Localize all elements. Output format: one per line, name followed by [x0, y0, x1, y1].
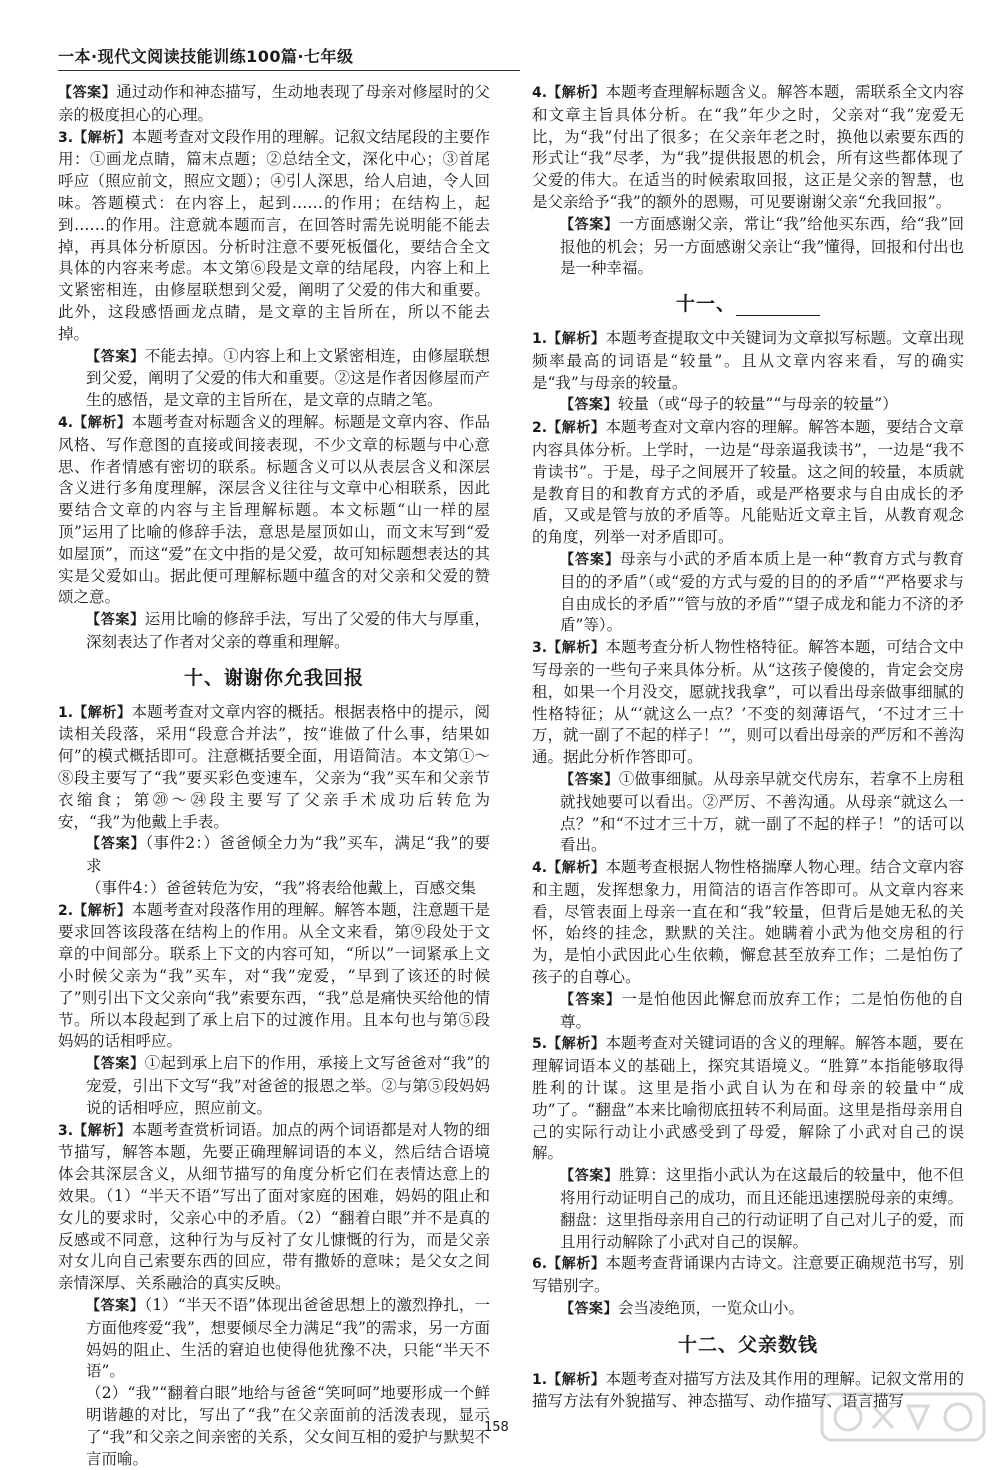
answer-tag: 【答案】 [560, 397, 618, 414]
question-4-answer [58, 609, 490, 654]
analysis-tag: 【解析】 [73, 129, 132, 146]
analysis-text: 本题考查分析人物性格特征。解答本题，可结合文中写母亲的一些句子来具体分析。从“这孩子傻傻的，肯定会交房租，如果一个月没交，愿就找我拿”，可以看出母亲做事细腻的性格特征；从“‘就这么一点？’不变的刻薄语气，‘不过才三十万，就一副了不起的样子！’”，则可以看出母亲的严厉和不善沟通。据此分析作答即可。 [532, 638, 964, 767]
analysis-text: 本题考查对段落作用的理解。解答本题，注意题干是要求回答该段落在结构上的作用。从全文来看，第⑨段处于文章的中间部分。联系上下文的内容可知，“所以”一词紧承上文小时候父亲为“我”买车，对“我”宠爱，“早到了该还的时候了”则引出下文父亲向“我”索要东西，“我”总是痛快买给他的情节。所以本段起到了承上启下的过渡作用。且本句也与第⑤段妈妈的话相呼应。 [58, 900, 490, 1051]
s11-question-5-analysis [532, 1033, 964, 1165]
page-number: 158 [484, 1420, 509, 1435]
question-number: 3. [58, 129, 74, 146]
question-3-answer [58, 346, 490, 412]
question-number: 2. [532, 420, 548, 437]
analysis-text: 本题考查提取文中关键词为文章拟写标题。文章出现频率最高的词语是“较量”。且从文章内容来看，写的确实是“我”与母亲的较量。 [532, 328, 964, 392]
answer-tag: 【答案】 [560, 551, 621, 568]
analysis-text: 本题考查对文章内容的概括。根据表格中的提示，阅读相关段落，采用“段意合并法”，按“谁做了什么事，结果如何”的模式概括即可。注意概括要全面，用语简洁。本文第①～⑧段主要写了“我”要买彩色变速车，父亲为“我”买车和父亲节衣缩食；第⑳～㉔段主要写了父亲手术成功后转危为安，“我”为他戴上手表。 [58, 702, 490, 831]
answer-tag: 【答案】 [560, 1168, 619, 1185]
analysis-text: 本题考查背诵课内古诗文。注意要正确规范书写，别写错别字。 [532, 1254, 964, 1296]
analysis-text: 本题考查对标题含义的理解。标题是文章内容、作品风格、写作意图的直接或间接表现，不少文章的标题与中心意思、作者情感有密切的联系。标题含义可以从表层含义和深层含义进行多角度理解，深层含义往往与文章中心相联系，因此要结合文章的内容与主旨理解标题。本文标题“山一样的屋顶”运用了比喻的修辞手法，意思是屋顶如山，而文末写到“爱如屋顶”，而这“爱”在文中指的是父爱，故可知标题想表达的其实是父爱如山。据此便可理解标题中蕴含的对父亲和父爱的赞颂之意。 [58, 412, 490, 607]
s11-question-4-analysis [532, 857, 964, 989]
analysis-tag: 【解析】 [547, 85, 606, 101]
s10-question-2-analysis [58, 900, 490, 1054]
answer-text: 运用比喻的修辞手法，写出了父爱的伟大与厚重，深刻表达了作者对父亲的尊重和理解。 [86, 610, 491, 651]
question-number: 1. [58, 704, 74, 721]
answer-text: （1）“半天不语”体现出爸爸思想上的激烈挣扎，一方面他疼爱“我”，想要倾尽全力满足“我”的需求，另一方面妈妈的阻止、生活的窘迫也使得他犹豫不决，只能“半天不语”。 [86, 1296, 490, 1381]
analysis-tag: 【解析】 [547, 1371, 606, 1388]
answer-tag: 【答案】 [560, 216, 619, 233]
answer-tag: 【答案】 [560, 1301, 618, 1318]
analysis-tag: 【解析】 [73, 414, 132, 431]
section-title-11 [532, 294, 964, 316]
analysis-text: 本题考查理解标题含义。解答本题，需联系全文内容和文章主旨具体分析。在“我”年少之时，父亲对“我”宠爱无比，为“我”付出了很多；在父亲年老之时，换他以索要东西的形式让“我”尽孝，为“我”提供报恩的机会，所有这些都体现了父爱的伟大。在适当的时候索取回报，这正是父亲的智慧，也是父亲给予“我”的额外的恩赐，可见要谢谢父亲“允我回报”。 [532, 83, 964, 211]
s11-question-4-answer [532, 989, 964, 1034]
s10-question-2-answer [58, 1053, 490, 1119]
answer-text: 通过动作和神态描写，生动地表现了母亲对修屋时的父亲的极度担心的心理。 [58, 83, 490, 124]
answer-continuation: （事件4：）爸爸转危为安，“我”将表给他戴上，百感交集 [86, 878, 476, 897]
left-column [58, 82, 490, 1470]
question-number: 2. [58, 902, 74, 919]
s11-question-1-answer [532, 394, 964, 417]
s10-question-1-analysis [58, 702, 490, 834]
answer-text: 一是怕他因此懈怠而放弃工作；二是怕伤他的自尊。 [560, 989, 964, 1031]
analysis-tag: 【解析】 [547, 640, 606, 657]
answer-tag: 【答案】 [86, 348, 145, 365]
answer-text: 一方面感谢父亲，常让“我”给他买东西，给“我”回报他的机会；另一方面感谢父亲让“我”懂得，回报和付出也是一种幸福。 [560, 214, 964, 278]
s11-question-2-answer [532, 549, 964, 637]
answer-continuation: （2）“我”“翻着白眼”地给与爸爸“笑呵呵”地要形成一个鲜明谐趣的对比，写出了“我”在父亲面前的活泼表现，显示了“我”和父亲之间亲密的关系，父女间互相的爱护与默契不言而喻。 [86, 1384, 490, 1468]
s10-question-3-analysis [58, 1120, 490, 1295]
answer-tag: 【答案】 [86, 836, 146, 853]
analysis-tag: 【解析】 [73, 1122, 132, 1139]
answer-tag: 【答案】 [560, 991, 622, 1008]
s11-question-2-analysis [532, 417, 964, 549]
analysis-tag: 【解析】 [547, 860, 606, 877]
analysis-text: 本题考查对文章内容的理解。解答本题，要结合文章内容具体分析。上学时，一边是“母亲逼我读书”，一边是“我不肯读书”。于是，母子之间展开了较量。这之间的较量，本质就是教育目的和教育方式的矛盾，或是严格要求与自由成长的矛盾，又或是管与放的矛盾等。凡能贴近文章主旨，从教育观念的角度，列举一对矛盾即可。 [532, 418, 964, 547]
answer-tag: 【答案】 [58, 85, 117, 101]
section-title-10: 十、谢谢你允我回报 [183, 666, 364, 689]
s10-question-3-answer [58, 1295, 490, 1383]
analysis-tag: 【解析】 [547, 1036, 606, 1053]
answer-text: 胜算：这里指小武认为在这最后的较量中，他不但将用行动证明自己的成功，而且还能迅速摆脱母亲的束缚。 [560, 1166, 965, 1208]
question-number: 4. [58, 414, 74, 431]
answer-tag: 【答案】 [86, 612, 145, 629]
s11-question-3-answer [532, 769, 964, 857]
s11-question-1-analysis [532, 328, 964, 394]
analysis-tag: 【解析】 [73, 704, 132, 721]
answer-text: ①做事细腻。从母亲早就交代房东，若拿不上房租就找她要可以看出。②严厉、不善沟通。从母亲“就这么一点？”和“不过才三十万，就一副了不起的样子！”的话可以看出。 [560, 769, 965, 855]
answer-text: 母亲与小武的矛盾本质上是一种“教育方式与教育目的的矛盾”（或“爱的方式与爱的目的的矛盾”“严格要求与自由成长的矛盾”“管与放的矛盾”“望子成龙和能力不济的矛盾”等）。 [560, 549, 964, 635]
question-number: 3. [532, 640, 548, 657]
s11-question-3-analysis [532, 637, 964, 769]
question-number: 6. [532, 1256, 548, 1273]
analysis-text: 本题考查对关键词语的含义的理解。解答本题，要在理解词语本义的基础上，探究其语境义。“胜算”本指能够取得胜利的计谋。这里是指小武自认为在和母亲的较量中“成功”了。“翻盘”本来比喻彻底扭转不利局面。这里是指母亲用自己的实际行动让小武感受到了母爱，解除了小武对自己的误解。 [532, 1034, 964, 1163]
answer-text: 不能去掉。①内容上和上文紧密相连，由修屋联想到父爱，阐明了父爱的伟大和重要。②这是作者因修屋而产生的感悟，是文章的主旨所在，是文章的点睛之笔。 [86, 346, 491, 410]
question-4-analysis [58, 412, 490, 609]
analysis-tag: 【解析】 [547, 330, 606, 347]
question-number: 3. [58, 1122, 74, 1139]
analysis-text: 本题考查根据人物性格揣摩人物心理。结合文章内容和主题，发挥想象力，用简洁的语言作答即可。从文章内容来看，尽管表面上母亲一直在和“我”较量，但背后是她无私的关怀，始终的挂念，默默的关注。她瞒着小武为他交房租的行为，是怕小武因此心生依赖，懈怠甚至放弃工作；二是怕伤了孩子的自尊心。 [532, 858, 964, 987]
section-title-text: 十一、 [675, 293, 736, 316]
question-number: 1. [532, 330, 548, 347]
watermark-logo [818, 1388, 988, 1446]
analysis-tag: 【解析】 [547, 1256, 606, 1273]
question-4-analysis [532, 82, 964, 214]
answer-continuation: 翻盘：这里指母亲用自己的行动证明了自己对儿子的爱，而且用行动解除了小武对自己的误解。 [560, 1210, 964, 1251]
analysis-text: 本题考查对文段作用的理解。记叙文结尾段的主要作用：①画龙点睛，篇末点题；②总结全文，深化中心；③首尾呼应（照应前文，照应文题）；④引人深思，给人启迪，令人回味。答题模式：在内容上，起到……的作用；在结构上，起到……的作用。注意就本题而言，在回答时需先说明能不能去掉，再具体分析原因。分析时注意不要死板僵化，要结合全文具体的内容来考虑。本文第⑥段是文章的结尾段，内容上和上文紧密相连，由修屋联想到父爱，阐明了父爱的伟大和重要。此外，这段感悟画龙点睛，是文章的主旨所在，所以不能去掉。 [58, 127, 490, 343]
question-number: 4. [532, 860, 548, 877]
s11-question-6-analysis [532, 1253, 964, 1298]
running-header: 一本·现代文阅读技能训练100篇·七年级 [58, 47, 354, 66]
section-title-12: 十二、父亲数钱 [677, 1333, 818, 1356]
s11-question-6-answer [532, 1298, 964, 1321]
question-number: 1. [532, 1371, 548, 1388]
right-column [532, 82, 964, 1413]
answer-block [58, 82, 490, 127]
answer-tag: 【答案】 [86, 1056, 145, 1073]
answer-tag: 【答案】 [86, 1298, 145, 1315]
analysis-text: 本题考查对描写方法及其作用的理解。记叙文常用的描写方法有外貌描写、神态描写、动作描写、语言描写 [532, 1369, 964, 1411]
question-number: 4. [532, 85, 548, 101]
analysis-text: 本题考查赏析词语。加点的两个词语都是对人物的细节描写，解答本题，先要正确理解词语的本义，然后结合语境体会其深层含义，从细节描写的角度分析它们在表情达意上的效果。（1）“半天不语”写出了面对家庭的困难，妈妈的阻止和女儿的要求时，父亲心中的矛盾。（2）“翻着白眼”并不是真的反感或不同意，这种行为与反衬了女儿慷慨的行为，而是父亲对女儿向自己索要东西的回应，带有撒娇的意味；是父女之间亲情深厚、关系融洽的真实反映。 [58, 1120, 490, 1293]
s11-question-5-answer [532, 1165, 964, 1210]
title-blank-line [736, 297, 820, 316]
analysis-tag: 【解析】 [547, 420, 606, 437]
analysis-tag: 【解析】 [73, 902, 132, 919]
answer-text: 会当凌绝顶，一览众山小。 [618, 1299, 805, 1318]
answer-text: （事件2：）爸爸倾全力为“我”买车，满足“我”的要求 [86, 834, 490, 876]
header-rule [58, 70, 520, 71]
question-number: 5. [532, 1036, 548, 1053]
answer-tag: 【答案】 [560, 771, 619, 788]
answer-text: 较量（或“母子的较量”“与母亲的较量”） [618, 395, 898, 414]
question-4-answer [532, 214, 964, 280]
s10-question-1-answer [58, 833, 490, 878]
question-3-analysis [58, 127, 490, 346]
answer-text: ①起到承上启下的作用，承接上文写爸爸对“我”的宠爱，引出下文写“我”对爸爸的报恩之举。②与第⑤段妈妈说的话相呼应，照应前文。 [86, 1054, 490, 1117]
